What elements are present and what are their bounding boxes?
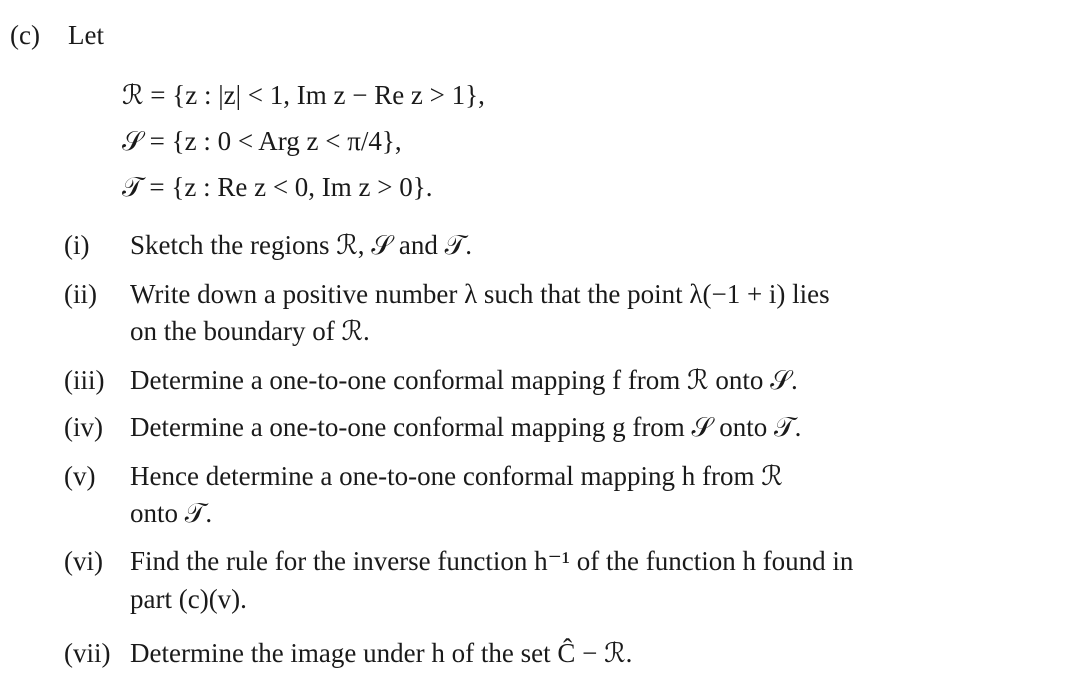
- question-vi-line2: part (c)(v).: [130, 584, 247, 614]
- intro-text: Let: [68, 20, 104, 50]
- question-i-label: (i): [64, 230, 90, 260]
- question-i-text: Sketch the regions ℛ, 𝒮 and 𝒯.: [130, 230, 473, 260]
- question-v-label: (v): [64, 461, 96, 491]
- question-v-line2: onto 𝒯.: [130, 498, 213, 528]
- definition-S: 𝒮 = {z : 0 < Arg z < π/4},: [122, 126, 402, 156]
- part-label: (c): [10, 20, 40, 50]
- definition-R: ℛ = {z : |z| < 1, Im z − Re z > 1},: [122, 80, 485, 110]
- question-vi-label: (vi): [64, 546, 103, 576]
- question-v-line1: Hence determine a one-to-one conformal mapping h from ℛ: [130, 461, 783, 491]
- question-vii-text: Determine the image under h of the set Ĉ − ℛ.: [130, 638, 633, 668]
- question-ii-line2: on the boundary of ℛ.: [130, 316, 370, 346]
- definition-T: 𝒯 = {z : Re z < 0, Im z > 0}.: [122, 172, 433, 202]
- question-iv-label: (iv): [64, 412, 103, 442]
- question-ii-label: (ii): [64, 279, 97, 309]
- question-iii-text: Determine a one-to-one conformal mapping f from ℛ onto 𝒮.: [130, 365, 798, 395]
- question-vi-line1: Find the rule for the inverse function h⁻¹ of the function h found in: [130, 546, 854, 576]
- question-iii-label: (iii): [64, 365, 105, 395]
- question-vii-label: (vii): [64, 638, 111, 668]
- question-ii-line1: Write down a positive number λ such that the point λ(−1 + i) lies: [130, 279, 830, 309]
- question-iv-text: Determine a one-to-one conformal mapping g from 𝒮 onto 𝒯.: [130, 412, 802, 442]
